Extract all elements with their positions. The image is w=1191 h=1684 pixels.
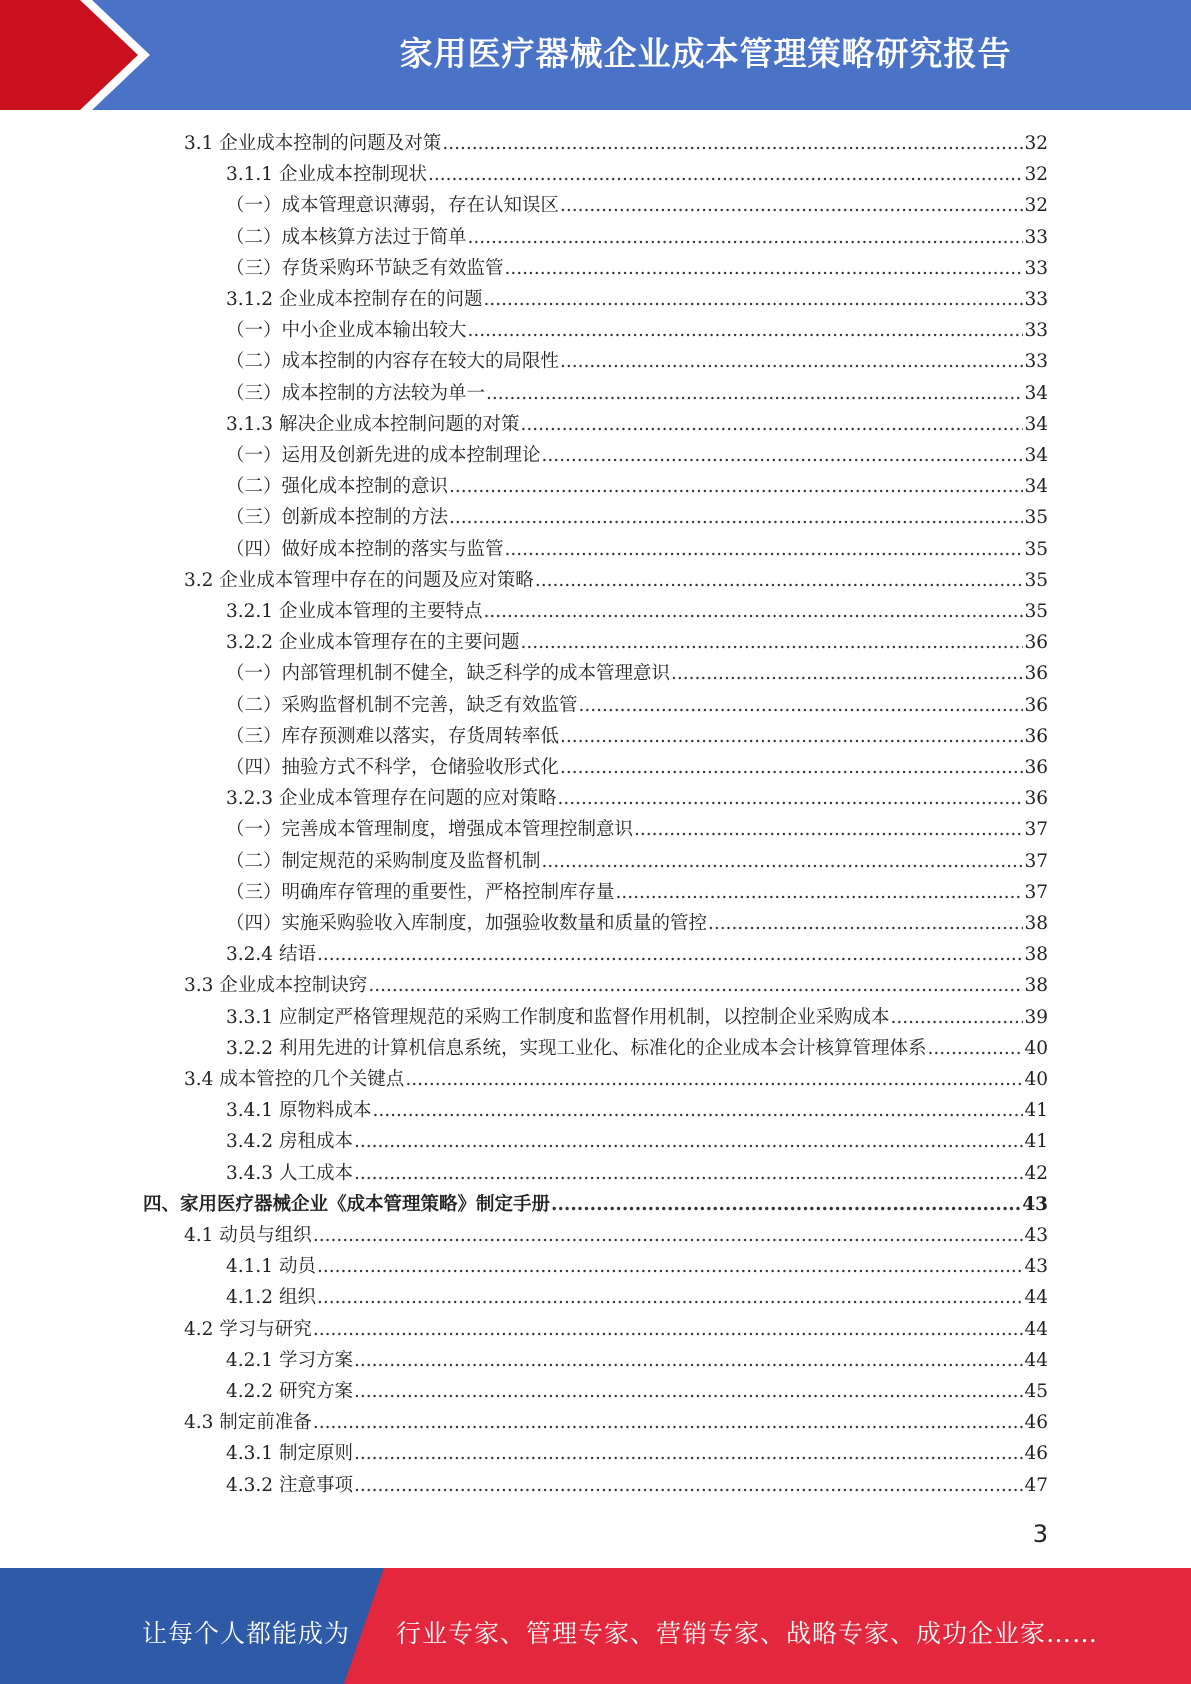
toc-entry-title: 3.2.3 企业成本管理存在问题的应对策略 — [226, 788, 557, 810]
toc-entry[interactable] — [226, 502, 1048, 533]
toc-leader-dots — [313, 1314, 1024, 1345]
toc-entry[interactable] — [226, 440, 1048, 471]
toc-leader-dots — [671, 658, 1023, 689]
toc-entry[interactable] — [184, 565, 1048, 596]
toc-entry[interactable] — [226, 939, 1048, 970]
toc-entry-page: 38 — [1024, 913, 1048, 934]
toc-entry[interactable] — [226, 1470, 1048, 1501]
toc-entry-page: 34 — [1024, 382, 1048, 404]
toc-leader-dots — [354, 1126, 1024, 1157]
toc-entry-page: 34 — [1024, 413, 1048, 435]
toc-entry[interactable] — [226, 1033, 1048, 1064]
toc-entry[interactable] — [226, 1095, 1048, 1126]
toc-entry[interactable] — [226, 877, 1048, 908]
toc-leader-dots — [442, 128, 1023, 159]
toc-entry-title: （三）成本控制的方法较为单一 — [226, 382, 486, 404]
toc-leader-dots — [428, 159, 1023, 190]
toc-entry-title: 四、家用医疗器械企业《成本管理策略》制定手册 — [143, 1193, 551, 1215]
toc-leader-dots — [483, 596, 1023, 627]
toc-leader-dots — [560, 752, 1023, 783]
toc-leader-dots — [468, 315, 1024, 346]
toc-entry-page: 35 — [1024, 507, 1048, 529]
toc-entry-title: （二）成本控制的内容存在较大的局限性 — [226, 351, 560, 373]
toc-entry-page: 45 — [1024, 1381, 1048, 1402]
footer-slogan-left: 让每个人都能成为 — [142, 1619, 351, 1648]
toc-entry[interactable] — [226, 752, 1048, 783]
toc-entry[interactable] — [226, 658, 1048, 689]
toc-entry[interactable] — [226, 690, 1048, 721]
toc-entry-page: 36 — [1024, 663, 1048, 685]
toc-entry-page: 33 — [1024, 257, 1048, 279]
toc-entry-page: 42 — [1024, 1162, 1048, 1184]
toc-entry-title: （三）明确库存管理的重要性，严格控制库存量 — [226, 881, 615, 903]
toc-leader-dots — [468, 222, 1024, 253]
toc-entry-page: 35 — [1024, 569, 1048, 591]
toc-entry[interactable] — [226, 814, 1048, 845]
report-title: 家用医疗器械企业成本管理策略研究报告 — [399, 34, 1012, 73]
toc-entry[interactable] — [226, 409, 1048, 440]
toc-entry-page: 47 — [1024, 1474, 1048, 1496]
toc-entry[interactable] — [226, 1158, 1048, 1189]
toc-entry-page: 36 — [1024, 725, 1048, 747]
toc-entry-page: 38 — [1024, 944, 1048, 966]
toc-leader-dots — [372, 1095, 1023, 1126]
toc-leader-dots — [405, 1064, 1023, 1095]
toc-leader-dots — [927, 1033, 1023, 1064]
toc-leader-dots — [557, 783, 1023, 814]
toc-entry[interactable] — [226, 596, 1048, 627]
toc-leader-dots — [542, 846, 1024, 877]
toc-entry-page: 34 — [1024, 445, 1048, 466]
toc-entry-title: （四）做好成本控制的落实与监管 — [226, 538, 504, 560]
toc-entry-page: 41 — [1024, 1100, 1048, 1122]
footer-slogan-right: 行业专家、管理专家、营销专家、战略专家、成功企业家…… — [396, 1619, 1099, 1648]
toc-leader-dots — [542, 440, 1024, 471]
toc-leader-dots — [313, 1407, 1024, 1438]
toc-entry-title: 3.4.1 原物料成本 — [226, 1100, 372, 1122]
toc-leader-dots — [579, 690, 1024, 721]
toc-entry-title: 4.1.2 组织 — [226, 1287, 316, 1309]
toc-entry-page: 37 — [1024, 819, 1048, 841]
toc-entry-title: 3.4.3 人工成本 — [226, 1162, 353, 1184]
toc-entry-page: 33 — [1024, 226, 1048, 248]
toc-entry[interactable] — [226, 222, 1048, 253]
toc-entry[interactable] — [226, 1376, 1048, 1407]
toc-entry-page: 33 — [1024, 351, 1048, 373]
toc-leader-dots — [560, 721, 1023, 752]
toc-entry-title: 3.2.1 企业成本管理的主要特点 — [226, 601, 483, 622]
toc-entry-title: （三）库存预测难以落实，存货周转率低 — [226, 725, 560, 747]
toc-entry-title: （一）内部管理机制不健全，缺乏科学的成本管理意识 — [226, 663, 671, 685]
toc-entry[interactable] — [226, 1282, 1048, 1313]
toc-entry[interactable] — [226, 378, 1048, 409]
toc-leader-dots — [505, 534, 1024, 565]
toc-entry[interactable] — [226, 346, 1048, 377]
toc-entry-page: 41 — [1024, 1131, 1048, 1153]
toc-leader-dots — [368, 970, 1023, 1001]
toc-leader-dots — [560, 346, 1023, 377]
toc-entry[interactable] — [226, 534, 1048, 565]
toc-entry-page: 32 — [1024, 195, 1048, 217]
toc-entry-title: 3.3 企业成本控制诀窍 — [184, 975, 368, 997]
toc-entry-page: 37 — [1024, 881, 1048, 903]
toc-entry-title: 3.4 成本管控的几个关键点 — [184, 1069, 405, 1090]
toc-leader-dots — [354, 1345, 1024, 1376]
toc-entry[interactable] — [226, 721, 1048, 752]
toc-leader-dots — [449, 502, 1023, 533]
toc-entry-page: 36 — [1024, 632, 1048, 654]
toc-entry-title: （一）成本管理意识薄弱，存在认知误区 — [226, 195, 560, 217]
toc-entry-page: 32 — [1024, 133, 1048, 154]
toc-leader-dots — [317, 1282, 1024, 1313]
toc-leader-dots — [317, 939, 1024, 970]
toc-leader-dots — [483, 284, 1023, 315]
toc-entry-title: 4.2.1 学习方案 — [226, 1349, 353, 1371]
toc-entry-title: （一）中小企业成本输出较大 — [226, 320, 467, 342]
toc-entry-title: （二）采购监督机制不完善，缺乏有效监管 — [226, 694, 578, 716]
toc-entry-page: 36 — [1024, 788, 1048, 810]
toc-entry-page: 35 — [1024, 601, 1048, 622]
toc-entry-title: 3.2.2 企业成本管理存在的主要问题 — [226, 632, 520, 654]
toc-entry-page: 34 — [1024, 476, 1048, 498]
toc-entry-title: （二）制定规范的采购制度及监督机制 — [226, 850, 541, 872]
toc-entry[interactable] — [226, 908, 1048, 939]
toc-entry-page: 44 — [1024, 1318, 1048, 1340]
toc-entry[interactable] — [226, 1126, 1048, 1157]
toc-entry-page: 32 — [1024, 164, 1048, 186]
toc-entry-title: 3.1.3 解决企业成本控制问题的对策 — [226, 413, 520, 435]
toc-leader-dots — [313, 1220, 1024, 1251]
toc-entry-title: （二）成本核算方法过于简单 — [226, 226, 467, 248]
toc-entry-page: 35 — [1024, 538, 1048, 560]
toc-entry[interactable] — [226, 190, 1048, 221]
toc-entry[interactable] — [226, 253, 1048, 284]
toc-entry-page: 38 — [1024, 975, 1048, 997]
toc-leader-dots — [354, 1470, 1024, 1501]
toc-entry-page: 33 — [1024, 320, 1048, 342]
toc-leader-dots — [560, 190, 1023, 221]
toc-leader-dots — [520, 409, 1023, 440]
toc-entry[interactable] — [143, 1189, 1048, 1220]
toc-entry-title: （四）实施采购验收入库制度，加强验收数量和质量的管控 — [226, 913, 708, 934]
toc-entry[interactable] — [226, 1002, 1048, 1033]
toc-leader-dots — [354, 1376, 1024, 1407]
toc-leader-dots — [449, 471, 1023, 502]
toc-entry-title: 4.3.2 注意事项 — [226, 1474, 353, 1496]
toc-leader-dots — [505, 253, 1024, 284]
toc-entry[interactable] — [184, 1407, 1048, 1438]
toc-entry-page: 46 — [1024, 1443, 1048, 1465]
toc-entry-title: （三）创新成本控制的方法 — [226, 507, 449, 529]
toc-leader-dots — [708, 908, 1023, 939]
toc-entry-page: 44 — [1024, 1349, 1048, 1371]
header-arrow-decoration — [0, 0, 160, 110]
toc-entry-page: 36 — [1024, 694, 1048, 716]
toc-entry-page: 46 — [1024, 1412, 1048, 1434]
toc-entry-page: 43 — [1024, 1256, 1048, 1278]
toc-entry-title: （四）抽验方式不科学，仓储验收形式化 — [226, 757, 560, 778]
toc-entry-title: 3.1 企业成本控制的问题及对策 — [184, 133, 442, 154]
toc-entry-title: 4.1.1 动员 — [226, 1256, 316, 1278]
toc-leader-dots — [616, 877, 1024, 908]
toc-entry[interactable] — [184, 1314, 1048, 1345]
toc-entry[interactable] — [184, 128, 1048, 159]
toc-entry-title: 4.3.1 制定原则 — [226, 1443, 353, 1465]
toc-entry[interactable] — [226, 846, 1048, 877]
toc-entry-title: 3.4.2 房租成本 — [226, 1131, 353, 1153]
toc-leader-dots — [535, 565, 1024, 596]
page-header — [0, 0, 1191, 110]
toc-entry-title: 3.2 企业成本管理中存在的问题及应对策略 — [184, 569, 534, 591]
toc-entry-title: （一）完善成本管理制度，增强成本管理控制意识 — [226, 819, 634, 841]
toc-leader-dots — [634, 814, 1023, 845]
toc-entry-title: 3.1.2 企业成本控制存在的问题 — [226, 289, 483, 310]
toc-leader-dots — [354, 1158, 1024, 1189]
toc-entry[interactable] — [226, 284, 1048, 315]
page-footer — [0, 1568, 1191, 1684]
toc-entry-page: 37 — [1024, 850, 1048, 872]
toc-entry-title: 3.2.4 结语 — [226, 944, 316, 966]
page-number: 3 — [1032, 1520, 1048, 1548]
toc-entry-title: 4.1 动员与组织 — [184, 1225, 312, 1246]
toc-entry-title: （一）运用及创新先进的成本控制理论 — [226, 445, 541, 466]
toc-entry[interactable] — [226, 471, 1048, 502]
toc-leader-dots — [890, 1002, 1023, 1033]
toc-entry-title: 3.3.1 应制定严格管理规范的采购工作制度和监督作用机制，以控制企业采购成本 — [226, 1006, 890, 1028]
toc-entry[interactable] — [226, 627, 1048, 658]
toc-entry[interactable] — [184, 1220, 1048, 1251]
toc-entry-title: （二）强化成本控制的意识 — [226, 476, 449, 498]
toc-entry-page: 39 — [1024, 1006, 1048, 1028]
toc-entry-title: 4.3 制定前准备 — [184, 1412, 312, 1434]
toc-leader-dots — [486, 378, 1023, 409]
toc-entry[interactable] — [226, 315, 1048, 346]
toc-entry-page: 43 — [1022, 1193, 1048, 1215]
toc-entry-page: 43 — [1024, 1225, 1048, 1246]
toc-leader-dots — [317, 1251, 1024, 1282]
toc-entry[interactable] — [226, 783, 1048, 814]
toc-entry[interactable] — [226, 1438, 1048, 1469]
toc-entry-page: 33 — [1024, 289, 1048, 310]
toc-leader-dots — [520, 627, 1023, 658]
toc-entry[interactable] — [226, 1251, 1048, 1282]
toc-entry-title: 3.1.1 企业成本控制现状 — [226, 164, 427, 186]
toc-entry[interactable] — [184, 1064, 1048, 1095]
toc-entry[interactable] — [226, 1345, 1048, 1376]
toc-entry-page: 44 — [1024, 1287, 1048, 1309]
toc-entry-page: 40 — [1024, 1037, 1048, 1059]
toc-leader-dots — [354, 1438, 1024, 1469]
toc-entry-title: 3.2.2 利用先进的计算机信息系统，实现工业化、标准化的企业成本会计核算管理体系 — [226, 1037, 927, 1059]
toc-entry-page: 36 — [1024, 757, 1048, 778]
toc-entry-page: 40 — [1024, 1069, 1048, 1090]
toc-entry[interactable] — [184, 970, 1048, 1001]
toc-entry-title: 4.2 学习与研究 — [184, 1318, 312, 1340]
toc-leader-dots — [551, 1189, 1021, 1220]
toc-entry-title: （三）存货采购环节缺乏有效监管 — [226, 257, 504, 279]
toc-entry-title: 4.2.2 研究方案 — [226, 1381, 353, 1402]
toc-entry[interactable] — [226, 159, 1048, 190]
